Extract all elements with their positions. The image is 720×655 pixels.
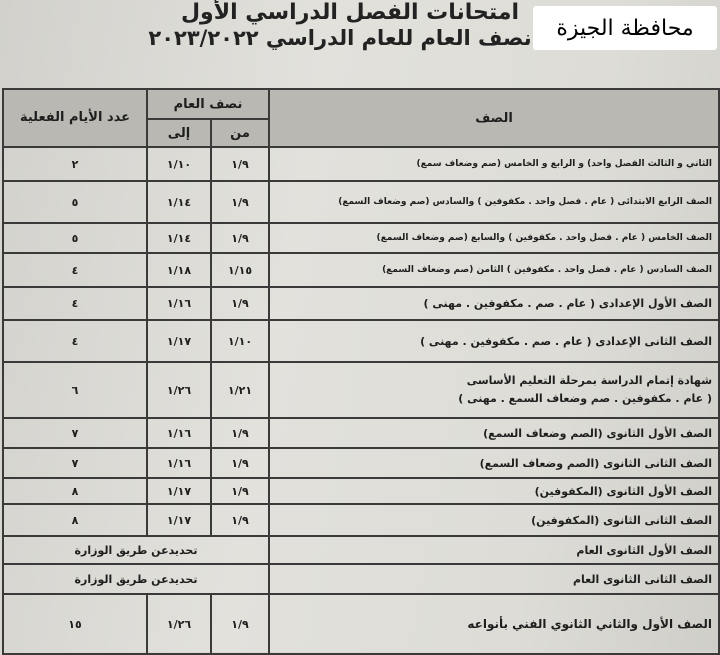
table-row	[3, 253, 719, 287]
grade-cell: الصف الأول الإعدادى ( عام . صم . مكفوفين . مهنى )	[269, 287, 719, 320]
days-cell: ٧	[3, 418, 147, 448]
to-cell: ١/١٨	[147, 253, 211, 287]
from-cell: ١/١٥	[211, 253, 269, 287]
grade-column-header: الصف	[269, 89, 719, 147]
ministry-note-cell: تحديدعن طريق الوزارة	[3, 536, 269, 564]
table-row	[3, 223, 719, 253]
table-row	[3, 536, 719, 564]
table-row	[3, 287, 719, 320]
to-cell: ١/١٠	[147, 147, 211, 181]
from-cell: ١/٩	[211, 147, 269, 181]
days-cell: ٤	[3, 253, 147, 287]
from-cell: ١/٩	[211, 478, 269, 504]
days-cell: ٥	[3, 181, 147, 223]
from-cell: ١/١٠	[211, 320, 269, 362]
grade-cell: الثاني و الثالث الفصل واحد) و الرابع و الخامس (صم وضعاف سمع)	[269, 147, 719, 181]
grade-cell: الصف الثانى الثانوى (الصم وضعاف السمع)	[269, 448, 719, 478]
from-cell: ١/٩	[211, 287, 269, 320]
to-cell: ١/١٤	[147, 223, 211, 253]
table-row	[3, 448, 719, 478]
to-cell: ١/١٧	[147, 320, 211, 362]
grade-cell: الصف الثانى الثانوى العام	[269, 564, 719, 594]
grade-cell	[269, 362, 719, 418]
table-row	[3, 594, 719, 654]
grade-cell: الصف السادس ( عام . فصل واحد . مكفوفين ) الثامن (صم وضعاف السمع)	[269, 253, 719, 287]
grade-cell: الصف الأول والثاني الثانوي الفني بأنواعه	[269, 594, 719, 654]
days-cell: ٨	[3, 478, 147, 504]
from-cell: ١/٩	[211, 181, 269, 223]
grade-cell: الصف الرابع الابتدائى ( عام . فصل واحد . مكفوفين ) والسادس (صم وضعاف السمع)	[269, 181, 719, 223]
document-title: امتحانات الفصل الدراسي الأول	[180, 0, 520, 25]
from-cell: ١/٩	[211, 594, 269, 654]
table-row	[3, 504, 719, 536]
days-cell: ٧	[3, 448, 147, 478]
to-cell: ١/٢٦	[147, 362, 211, 418]
table-row	[3, 478, 719, 504]
days-cell: ١٥	[3, 594, 147, 654]
exam-schedule-table	[2, 88, 720, 655]
table-row	[3, 418, 719, 448]
days-cell: ٤	[3, 287, 147, 320]
grade-cell: الصف الأول الثانوى (الصم وضعاف السمع)	[269, 418, 719, 448]
days-column-header: عدد الأيام الفعلية	[3, 89, 147, 147]
from-cell: ١/٩	[211, 448, 269, 478]
grade-cell: الصف الأول الثانوى (المكفوفين)	[269, 478, 719, 504]
table-row	[3, 320, 719, 362]
to-cell: ١/١٧	[147, 504, 211, 536]
to-cell: ١/٢٦	[147, 594, 211, 654]
table-row	[3, 564, 719, 594]
to-cell: ١/١٦	[147, 287, 211, 320]
from-cell: ١/٩	[211, 418, 269, 448]
from-cell: ١/٩	[211, 223, 269, 253]
midyear-column-header: نصف العام	[147, 89, 269, 119]
ministry-note-cell: تحديدعن طريق الوزارة	[3, 564, 269, 594]
to-cell: ١/١٦	[147, 418, 211, 448]
grade-cell: الصف الثانى الإعدادى ( عام . صم . مكفوفين . مهنى )	[269, 320, 719, 362]
to-column-header: إلى	[147, 119, 211, 147]
to-cell: ١/١٦	[147, 448, 211, 478]
from-cell: ١/٢١	[211, 362, 269, 418]
days-cell: ٥	[3, 223, 147, 253]
grade-line-2: ( عام . مكفوفين . صم وضعاف السمع . مهنى )	[458, 392, 713, 405]
table-row	[3, 147, 719, 181]
grade-cell: الصف الأول الثانوى العام	[269, 536, 719, 564]
days-cell: ٤	[3, 320, 147, 362]
days-cell: ٦	[3, 362, 147, 418]
from-cell: ١/٩	[211, 504, 269, 536]
days-cell: ٨	[3, 504, 147, 536]
grade-cell: الصف الخامس ( عام . فصل واحد . مكفوفين ) والسابع (صم وضعاف السمع)	[269, 223, 719, 253]
grade-cell: الصف الثانى الثانوى (المكفوفين)	[269, 504, 719, 536]
to-cell: ١/١٧	[147, 478, 211, 504]
governorate-label: محافظة الجيزة	[533, 6, 717, 50]
table-row	[3, 362, 719, 418]
document-subtitle: نصف العام للعام الدراسي ٢٠٢٣/٢٠٢٢	[148, 26, 532, 50]
grade-line-1: شهادة إتمام الدراسة بمرحلة التعليم الأساسى	[466, 374, 713, 387]
from-column-header: من	[211, 119, 269, 147]
to-cell: ١/١٤	[147, 181, 211, 223]
days-cell: ٢	[3, 147, 147, 181]
table-row	[3, 181, 719, 223]
